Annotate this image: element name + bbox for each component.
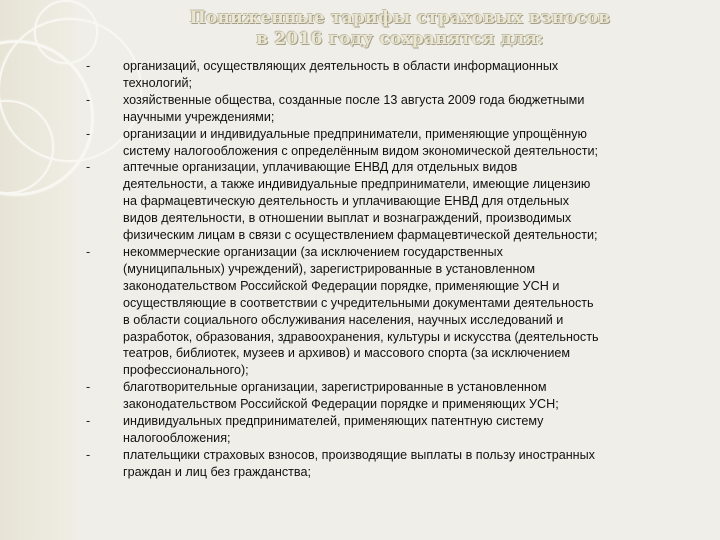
bullet-dash: - xyxy=(86,414,91,429)
bullet-dash: - xyxy=(86,244,91,259)
list-item xyxy=(86,92,706,126)
bullet-dash: - xyxy=(86,160,91,175)
list-item-text-line: профессионального); xyxy=(123,363,249,378)
title-line-1: Пониженные тарифы страховых взносов xyxy=(189,8,611,28)
list-item-text-line: организации и индивидуальные предприниматели, применяющие упрощённую xyxy=(123,126,587,141)
bullet-dash: - xyxy=(86,59,91,73)
bullet-dash: - xyxy=(86,380,91,395)
list-item-text-line: организаций, осуществляющих деятельность в области информационных xyxy=(123,59,559,73)
list-item xyxy=(86,244,706,379)
list-item-text-line: театров, библиотек, музеев и архивов) и массового спорта (за исключением xyxy=(123,346,571,361)
list-item-text-line: (муниципальных) учреждений), зарегистрированные в установленном xyxy=(123,261,536,276)
list-item-text-line: разработок, образования, здравоохранения, культуры и искусства (деятельность xyxy=(123,329,599,344)
list-item-text-line: технологий; xyxy=(123,75,192,90)
list-item-text-line: научными учреждениями; xyxy=(123,109,275,124)
bullet-dash: - xyxy=(86,126,91,141)
list-item xyxy=(86,58,706,92)
list-item-text-line: благотворительные организации, зарегистрированные в установленном xyxy=(123,380,547,395)
slide-title xyxy=(140,8,660,50)
list-item-text-line: граждан и лиц без гражданства; xyxy=(123,464,311,479)
list-item-text-line: плательщики страховых взносов, производящие выплаты в пользу иностранных xyxy=(123,447,595,462)
list-item-text-line: деятельности, а также индивидуальные предприниматели, имеющие лицензию xyxy=(123,177,591,192)
list-item-text-line: осуществляющие в соответствии с учредительными документами деятельность xyxy=(123,295,594,310)
list-item-text-line: систему налогообложения с определённым видом экономической деятельности; xyxy=(123,143,598,158)
list-item xyxy=(86,159,706,244)
list-item xyxy=(86,126,706,160)
list-item-text-line: законодательством Российской Федерации порядке и применяющих УСН; xyxy=(123,397,559,412)
list-item-text-line: аптечные организации, уплачивающие ЕНВД для отдельных видов xyxy=(123,160,518,175)
bullet-dash: - xyxy=(86,92,91,107)
list-item-text-line: видов деятельности, в отношении выплат и вознаграждений, производимых xyxy=(123,211,572,226)
list-item-text-line: в области социального обслуживания населения, научных исследований и xyxy=(123,312,564,327)
list-item-text-line: законодательством Российской Федерации порядке, применяющие УСН и xyxy=(123,278,560,293)
list-item xyxy=(86,447,706,481)
list-item xyxy=(86,379,706,413)
bullet-list xyxy=(86,58,706,481)
list-item-text-line: на фармацевтическую деятельность и уплачивающие ЕНВД для отдельных xyxy=(123,194,570,209)
list-item xyxy=(86,413,706,447)
bullet-dash: - xyxy=(86,447,91,462)
list-item-text-line: индивидуальных предпринимателей, применяющих патентную систему xyxy=(123,414,544,429)
list-item-text-line: физическим лицам в связи с осуществлением фармацевтической деятельности; xyxy=(123,228,598,243)
title-line-2: в 2016 году сохранятся для: xyxy=(256,29,544,49)
decorative-ring xyxy=(34,0,98,64)
list-item-text-line: хозяйственные общества, созданные после 13 августа 2009 года бюджетными xyxy=(123,92,585,107)
list-item-text-line: налогообложения; xyxy=(123,430,231,445)
list-item-text-line: некоммерческие организации (за исключением государственных xyxy=(123,244,503,259)
